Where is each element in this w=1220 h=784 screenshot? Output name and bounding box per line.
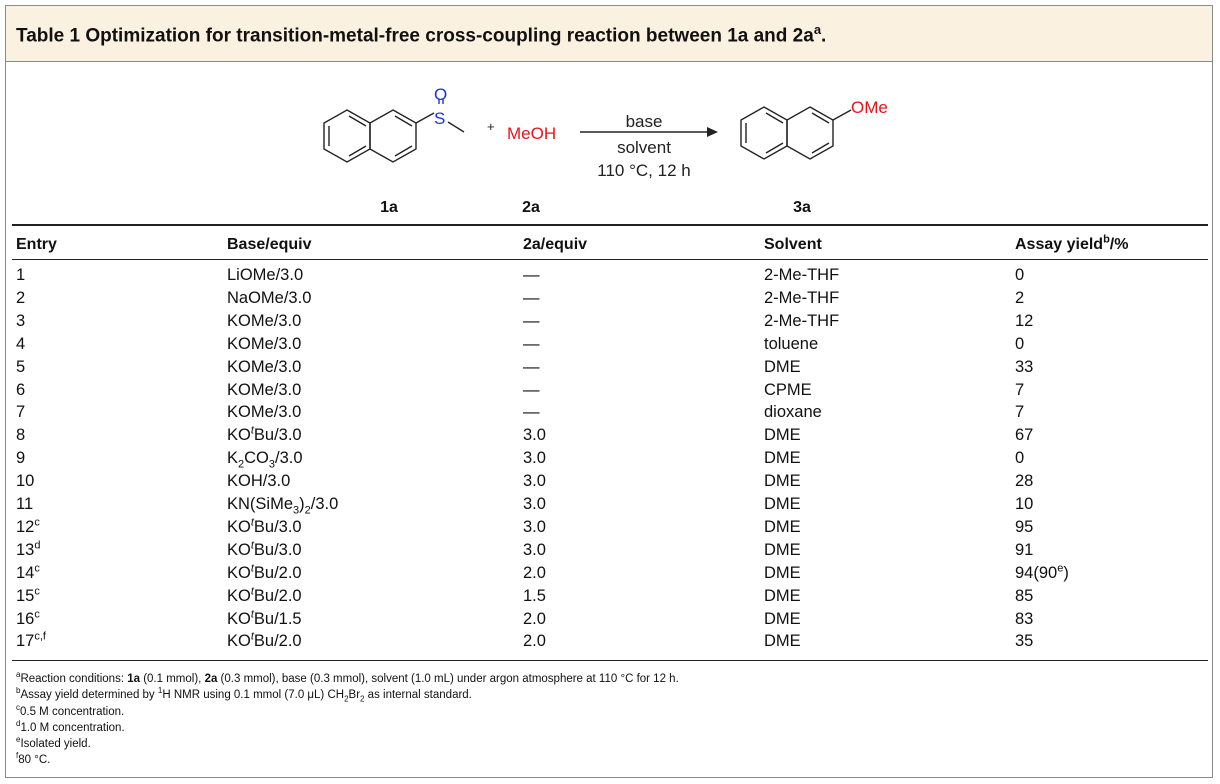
cell-yield-part: 0 (1015, 449, 1025, 468)
footnote-part: 2 (344, 694, 349, 704)
sulfinyl-group (434, 85, 464, 132)
header-reagent: 2a/equiv (523, 236, 588, 253)
cell-yield (1015, 585, 1033, 608)
cell-base (227, 356, 301, 379)
table-row (6, 401, 1212, 424)
cell-entry-footnote: c (34, 585, 40, 598)
footnote-part: 1.0 M concentration. (20, 721, 125, 734)
cell-solvent: CPME (764, 380, 812, 399)
cell-yield-part: 67 (1015, 426, 1034, 445)
cell-entry (16, 424, 25, 447)
cell-entry-footnote: c (34, 562, 40, 575)
header-entry: Entry (16, 236, 57, 253)
cell-base-part: 2 (238, 458, 245, 471)
cell-yield-part: 33 (1015, 357, 1034, 376)
cell-yield (1015, 539, 1033, 562)
cell-base-part: Bu/3.0 (253, 517, 302, 536)
cell-base-part: /3.0 (275, 449, 303, 468)
footnote-part: H NMR using 0.1 mmol (7.0 μL) CH (162, 689, 345, 702)
naphthalene-ring-1a (324, 110, 434, 162)
cell-entry-number: 14 (16, 563, 35, 582)
cell-base-part: Bu/3.0 (253, 540, 302, 559)
product-methoxy: OMe (851, 98, 888, 117)
top-rule (12, 224, 1208, 226)
cell-yield (1015, 379, 1024, 402)
cell-base-part: ) (299, 495, 305, 513)
cell-reagent: 3.0 (523, 517, 546, 536)
cell-base-part: t (250, 585, 254, 598)
cell-yield (1015, 447, 1024, 470)
cell-base (227, 287, 311, 310)
header-yield-label: Assay yield (1015, 236, 1104, 253)
cell-yield (1015, 470, 1033, 493)
cell-entry-number: 5 (16, 357, 26, 376)
table-row (6, 447, 1212, 470)
cell-entry (16, 630, 46, 653)
cell-yield-part: 28 (1015, 472, 1034, 491)
cell-yield (1015, 356, 1033, 379)
cell-base (227, 424, 302, 447)
cell-reagent: 2.0 (523, 563, 546, 582)
cell-entry (16, 356, 25, 379)
cell-base-part: NaOMe/3.0 (227, 288, 312, 307)
cell-entry-number: 16 (16, 609, 35, 628)
table-row (6, 585, 1212, 608)
cell-yield (1015, 608, 1033, 631)
cell-base-part: KOMe/3.0 (227, 380, 302, 399)
cell-reagent: 3.0 (523, 426, 546, 445)
cell-reagent: 2.0 (523, 609, 546, 628)
cell-base (227, 493, 338, 516)
header-row (6, 233, 1212, 259)
cell-reagent: — (523, 403, 540, 422)
cell-reagent: 3.0 (523, 540, 546, 559)
footnote-line (16, 720, 679, 736)
cell-entry-footnote: c (34, 516, 40, 529)
cell-yield-part: 2 (1015, 288, 1025, 307)
cell-yield (1015, 287, 1024, 310)
condition-base: base (625, 112, 663, 131)
cell-base-part: KOMe/3.0 (227, 334, 302, 353)
cell-base-part: KO (227, 540, 251, 559)
cell-base-part: KOMe/3.0 (227, 311, 302, 330)
cell-base-part: t (250, 562, 254, 575)
cell-base-part: KOMe/3.0 (227, 357, 302, 376)
cell-solvent: DME (764, 357, 801, 376)
cell-reagent: 3.0 (523, 449, 546, 468)
cell-solvent: DME (764, 609, 801, 628)
footnote-part: Isolated yield. (20, 738, 91, 751)
cell-base (227, 470, 290, 493)
cell-base-part: 3 (293, 504, 300, 517)
cell-base-part: 3 (268, 458, 276, 471)
cell-entry (16, 401, 25, 424)
cell-entry (16, 562, 40, 585)
cell-yield-part: 0 (1015, 266, 1025, 284)
table-row (6, 310, 1212, 333)
cell-base-part: Bu/2.0 (253, 632, 302, 651)
cell-reagent: — (523, 357, 540, 376)
footnote-part: d (16, 719, 21, 729)
cell-base-part: Bu/1.5 (253, 609, 302, 628)
naphthalene-ring-3a (741, 107, 851, 159)
footnote-part: b (16, 686, 21, 696)
table-row (6, 608, 1212, 631)
table-row (6, 424, 1212, 447)
cell-solvent: DME (764, 472, 801, 491)
cell-solvent: dioxane (764, 403, 822, 422)
footnote-part: (0.1 mmol), (140, 673, 205, 685)
cell-base-part: KN(SiMe (227, 495, 294, 513)
table-row (6, 356, 1212, 379)
footnote-part: Br (348, 689, 361, 702)
condition-temperature-time: 110 °C, 12 h (597, 161, 691, 180)
footnote-part: Reaction conditions: (20, 673, 128, 685)
cell-solvent: 2-Me-THF (764, 266, 840, 284)
footnote-part: as internal standard. (364, 689, 472, 702)
cell-entry (16, 493, 33, 516)
cell-reagent: 3.0 (523, 495, 546, 513)
cell-base-part: KO (227, 609, 251, 628)
reaction-scheme (6, 62, 1212, 227)
cell-solvent: DME (764, 632, 801, 651)
cell-yield (1015, 401, 1024, 424)
cell-yield-part: 7 (1015, 403, 1025, 422)
cell-yield-part: 35 (1015, 632, 1034, 651)
cell-base-part: Bu/3.0 (253, 426, 302, 445)
footnote-part: Assay yield determined by (20, 689, 158, 702)
label-3a: 3a (793, 199, 811, 216)
cell-yield (1015, 264, 1024, 287)
cell-base-part: Bu/2.0 (253, 586, 302, 605)
cell-entry-number: 15 (16, 586, 35, 605)
cell-yield (1015, 310, 1033, 333)
cell-base-part: t (250, 516, 254, 529)
cell-yield-part: 95 (1015, 517, 1034, 536)
label-2a: 2a (522, 199, 540, 216)
table-row (6, 264, 1212, 287)
footnote-part: f (16, 751, 19, 761)
cell-base (227, 516, 302, 539)
cell-reagent: — (523, 311, 540, 330)
table-row (6, 493, 1212, 516)
cell-solvent: DME (764, 449, 801, 468)
cell-base (227, 333, 301, 356)
cell-entry-number: 9 (16, 449, 26, 468)
cell-base (227, 401, 301, 424)
header-rule (12, 259, 1208, 260)
header-yield-footnote: b (1103, 233, 1110, 246)
footnote-part: 80 °C. (18, 754, 51, 767)
cell-yield-part: 0 (1015, 334, 1025, 353)
cell-yield (1015, 516, 1033, 539)
sulfinyl-sulfur: S (434, 109, 446, 128)
cell-entry (16, 333, 25, 356)
cell-base-part: t (250, 424, 254, 437)
cell-yield-part: 10 (1015, 495, 1034, 513)
cell-entry-number: 4 (16, 334, 26, 353)
footnote-part: 2a (204, 673, 218, 685)
reaction-scheme-svg (6, 62, 1212, 227)
table-row (6, 470, 1212, 493)
cell-base-part: KOH/3.0 (227, 472, 291, 491)
cell-entry-number: 17 (16, 632, 35, 651)
cell-entry-number: 11 (16, 495, 34, 513)
footnote-part: 0.5 M concentration. (20, 705, 125, 718)
header-base: Base/equiv (227, 236, 312, 253)
caption-title: Optimization for transition-metal-free cross-coupling reaction between 1a and 2a (85, 25, 814, 47)
cell-solvent: DME (764, 495, 801, 513)
header-yield-unit: /% (1109, 236, 1129, 253)
cell-entry-number: 7 (16, 403, 26, 422)
cell-entry-footnote: c (34, 608, 40, 620)
cell-solvent: DME (764, 426, 801, 445)
label-1a: 1a (380, 199, 398, 216)
cell-reagent: 1.5 (523, 586, 546, 605)
cell-yield-part: 12 (1015, 311, 1034, 330)
cell-base (227, 630, 302, 653)
cell-reagent: — (523, 266, 540, 284)
bottom-rule (12, 660, 1208, 661)
cell-reagent: — (523, 334, 540, 353)
cell-base-part: LiOMe/3.0 (227, 266, 304, 284)
cell-yield-part: e (1057, 562, 1064, 575)
cell-entry-footnote: c,f (34, 630, 46, 643)
footnote-part: 1 (157, 686, 163, 696)
table-row (6, 516, 1212, 539)
cell-base-part: Bu/2.0 (253, 563, 302, 582)
cell-yield-part: 91 (1015, 540, 1034, 559)
table-row (6, 287, 1212, 310)
table-row (6, 379, 1212, 402)
cell-yield (1015, 333, 1024, 356)
cell-base-part: /3.0 (310, 495, 339, 513)
cell-entry-number: 6 (16, 380, 26, 399)
cell-base-part: KO (227, 563, 251, 582)
cell-entry (16, 539, 40, 562)
cell-entry (16, 585, 40, 608)
reaction-arrow-head (707, 127, 718, 137)
cell-entry (16, 516, 40, 539)
cell-solvent: DME (764, 517, 801, 536)
cell-base (227, 539, 302, 562)
cell-yield (1015, 493, 1033, 516)
cell-yield-part: 7 (1015, 380, 1025, 399)
cell-base (227, 310, 301, 333)
footnote-line (16, 752, 679, 768)
plus-sign: + (487, 119, 495, 134)
cell-base-part: CO (244, 449, 269, 468)
footnote-part: e (16, 735, 21, 745)
cell-solvent: DME (764, 563, 801, 582)
table-row (6, 333, 1212, 356)
cell-base-part: KO (227, 632, 251, 651)
cell-entry (16, 379, 25, 402)
table-caption (6, 6, 1212, 62)
cell-base (227, 585, 302, 608)
table-row (6, 562, 1212, 585)
cell-base-part: t (250, 608, 254, 620)
caption-title-footnote: a (813, 22, 822, 37)
cell-entry-number: 8 (16, 426, 26, 445)
cell-entry (16, 608, 40, 631)
cell-base (227, 608, 302, 631)
caption-text (16, 22, 826, 47)
header-solvent: Solvent (764, 236, 822, 253)
cell-entry (16, 470, 34, 493)
footnote-line (16, 671, 679, 687)
footnote-line (16, 687, 679, 703)
caption-label: Table 1 (16, 25, 81, 47)
sulfinyl-oxygen: O (434, 85, 448, 104)
cell-entry-number: 1 (16, 266, 26, 284)
cell-reagent: — (523, 380, 540, 399)
reagent-meoh: MeOH (507, 124, 557, 143)
cell-entry (16, 287, 25, 310)
cell-base-part: t (250, 539, 254, 552)
cell-solvent: DME (764, 586, 801, 605)
cell-entry-footnote: d (34, 539, 41, 552)
cell-solvent: 2-Me-THF (764, 288, 840, 307)
cell-yield-part: 94(90 (1015, 563, 1058, 582)
table-row (6, 630, 1212, 653)
footnote-part: 1a (127, 673, 141, 685)
cell-yield-part: 85 (1015, 586, 1034, 605)
cell-reagent: — (523, 288, 540, 307)
footnote-line (16, 704, 679, 720)
cell-base (227, 562, 302, 585)
cell-solvent: 2-Me-THF (764, 311, 840, 330)
condition-solvent: solvent (617, 138, 671, 157)
footnote-part: 2 (360, 694, 365, 704)
cell-base-part: KO (227, 517, 251, 536)
cell-yield (1015, 630, 1033, 653)
cell-entry-number: 12 (16, 517, 35, 536)
cell-solvent: DME (764, 540, 801, 559)
cell-entry (16, 310, 25, 333)
table-frame (5, 5, 1213, 778)
cell-entry (16, 447, 25, 470)
cell-base-part: t (250, 630, 254, 643)
header-yield (1015, 233, 1129, 254)
table-footnotes (16, 671, 679, 769)
cell-yield-part: ) (1063, 563, 1069, 582)
cell-base-part: K (227, 449, 239, 468)
footnote-line (16, 736, 679, 752)
cell-entry-number: 13 (16, 540, 35, 559)
cell-yield-part: 83 (1015, 609, 1034, 628)
cell-yield (1015, 562, 1069, 585)
caption-period: . (821, 25, 827, 47)
footnote-part: c (16, 702, 20, 712)
cell-entry (16, 264, 25, 287)
footnote-part: (0.3 mmol), base (0.3 mmol), solvent (1.0 mL) under argon atmosphere at 110 °C for 12 h. (217, 673, 679, 685)
cell-entry-number: 2 (16, 288, 26, 307)
cell-yield (1015, 424, 1033, 447)
cell-base-part: KOMe/3.0 (227, 403, 302, 422)
cell-solvent: toluene (764, 334, 819, 353)
table-row (6, 539, 1212, 562)
cell-entry-number: 3 (16, 311, 26, 330)
cell-base (227, 447, 303, 470)
footnote-part: a (16, 670, 21, 680)
cell-base (227, 264, 303, 287)
cell-base-part: KO (227, 426, 251, 445)
cell-base (227, 379, 301, 402)
cell-entry-number: 10 (16, 472, 35, 491)
cell-reagent: 3.0 (523, 472, 546, 491)
cell-base-part: KO (227, 586, 251, 605)
cell-reagent: 2.0 (523, 632, 546, 651)
cell-base-part: 2 (304, 504, 311, 517)
